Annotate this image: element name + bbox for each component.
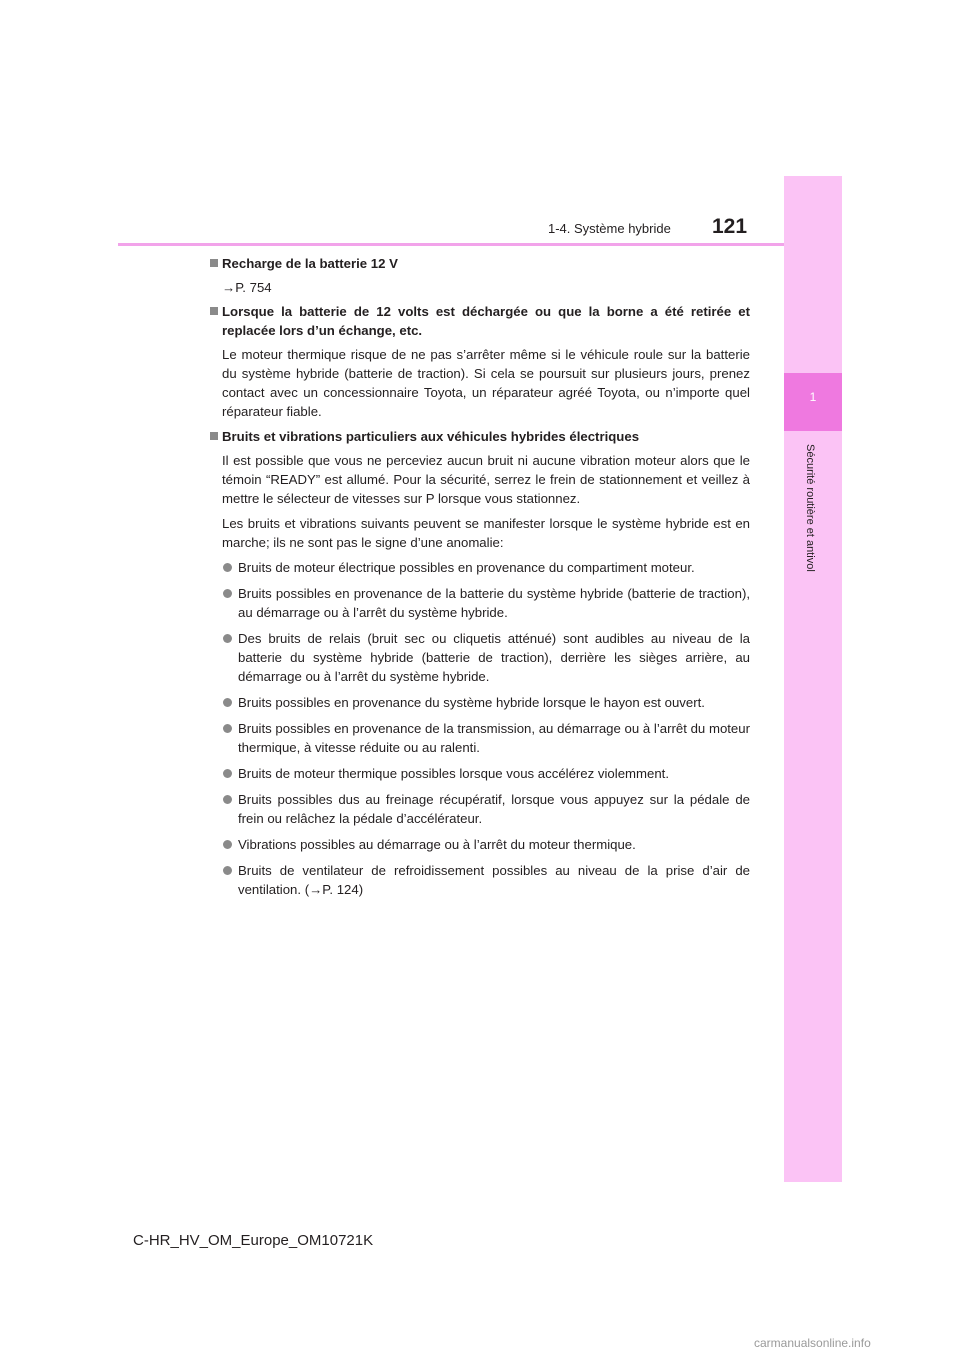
list-item <box>210 719 750 757</box>
list-item <box>210 558 750 577</box>
list-item <box>210 693 750 712</box>
document-code: C-HR_HV_OM_Europe_OM10721K <box>133 1232 374 1249</box>
list-item <box>210 790 750 828</box>
chapter-title: Sécurité routière et antivol <box>804 444 816 572</box>
list-item-text: Bruits de ventilateur de refroidissement possibles au niveau de la prise d’air de ventilation. (→P. 124) <box>238 863 750 897</box>
heading-text: Lorsque la batterie de 12 volts est déchargée ou que la borne a été retirée et replacée lors d’un échange, etc. <box>222 304 750 338</box>
list-item <box>210 764 750 783</box>
list-item-text: Des bruits de relais (bruit sec ou cliquetis atténué) sont audibles au niveau de la batterie du système hybride (batterie de traction), derrière les sièges arrière, au démarrage ou à l’arrêt du système hybride. <box>238 631 750 684</box>
section-heading <box>210 254 750 273</box>
bullet-dot-icon <box>223 866 232 875</box>
list-item <box>210 861 750 899</box>
heading-text: Bruits et vibrations particuliers aux véhicules hybrides électriques <box>222 429 640 444</box>
chapter-side-tab <box>784 176 842 1182</box>
bullet-dot-icon <box>223 698 232 707</box>
heading-square-icon <box>210 432 218 440</box>
list-item-text: Bruits de moteur thermique possibles lorsque vous accélérez violemment. <box>238 766 669 781</box>
watermark: carmanualsonline.info <box>754 1336 871 1350</box>
header-rule <box>118 243 784 246</box>
list-item <box>210 584 750 622</box>
list-item <box>210 629 750 686</box>
page-content <box>210 254 750 906</box>
list-item-text: Vibrations possibles au démarrage ou à l’arrêt du moteur thermique. <box>238 837 636 852</box>
body-paragraph: Les bruits et vibrations suivants peuvent se manifester lorsque le système hybride est en marche; ils ne sont pas le signe d’une anomalie: <box>222 516 750 550</box>
chapter-number: 1 <box>809 390 817 404</box>
section-heading <box>210 427 750 446</box>
bullet-dot-icon <box>223 769 232 778</box>
bullet-dot-icon <box>223 724 232 733</box>
bullet-dot-icon <box>223 563 232 572</box>
body-paragraph: Le moteur thermique risque de ne pas s’arrêter même si le véhicule roule sur la batterie du système hybride (batterie de traction). Si cela se poursuit sur plusieurs jours, prenez contact avec un concessionnaire Toyota, un réparateur agréé Toyota, ou n’importe quel réparateur fiable. <box>222 347 750 419</box>
section-heading <box>210 302 750 340</box>
header-section-title: 1-4. Système hybride <box>548 221 671 236</box>
list-item-text: Bruits possibles dus au freinage récupératif, lorsque vous appuyez sur la pédale de frein ou relâchez la pédale d’accélérateur. <box>238 792 750 826</box>
heading-square-icon <box>210 259 218 267</box>
heading-square-icon <box>210 307 218 315</box>
list-item <box>210 835 750 854</box>
bullet-dot-icon <box>223 589 232 598</box>
list-item-text: Bruits possibles en provenance de la transmission, au démarrage ou à l’arrêt du moteur thermique, à vitesse réduite ou au ralenti. <box>238 721 750 755</box>
list-item-text: Bruits de moteur électrique possibles en provenance du compartiment moteur. <box>238 560 695 575</box>
page-reference: →P. 754 <box>222 280 272 295</box>
bullet-dot-icon <box>223 795 232 804</box>
bullet-dot-icon <box>223 840 232 849</box>
heading-text: Recharge de la batterie 12 V <box>222 256 398 271</box>
bullet-dot-icon <box>223 634 232 643</box>
list-item-text: Bruits possibles en provenance du système hybride lorsque le hayon est ouvert. <box>238 695 705 710</box>
page-number: 121 <box>712 215 748 238</box>
body-paragraph: Il est possible que vous ne perceviez aucun bruit ni aucune vibration moteur alors que le témoin “READY” est allumé. Pour la sécurité, serrez le frein de stationnement et veillez à mettre le sélecteur de vitesses sur P lorsque vous stationnez. <box>222 453 750 506</box>
list-item-text: Bruits possibles en provenance de la batterie du système hybride (batterie de traction), au démarrage ou à l’arrêt du système hybride. <box>238 586 750 620</box>
